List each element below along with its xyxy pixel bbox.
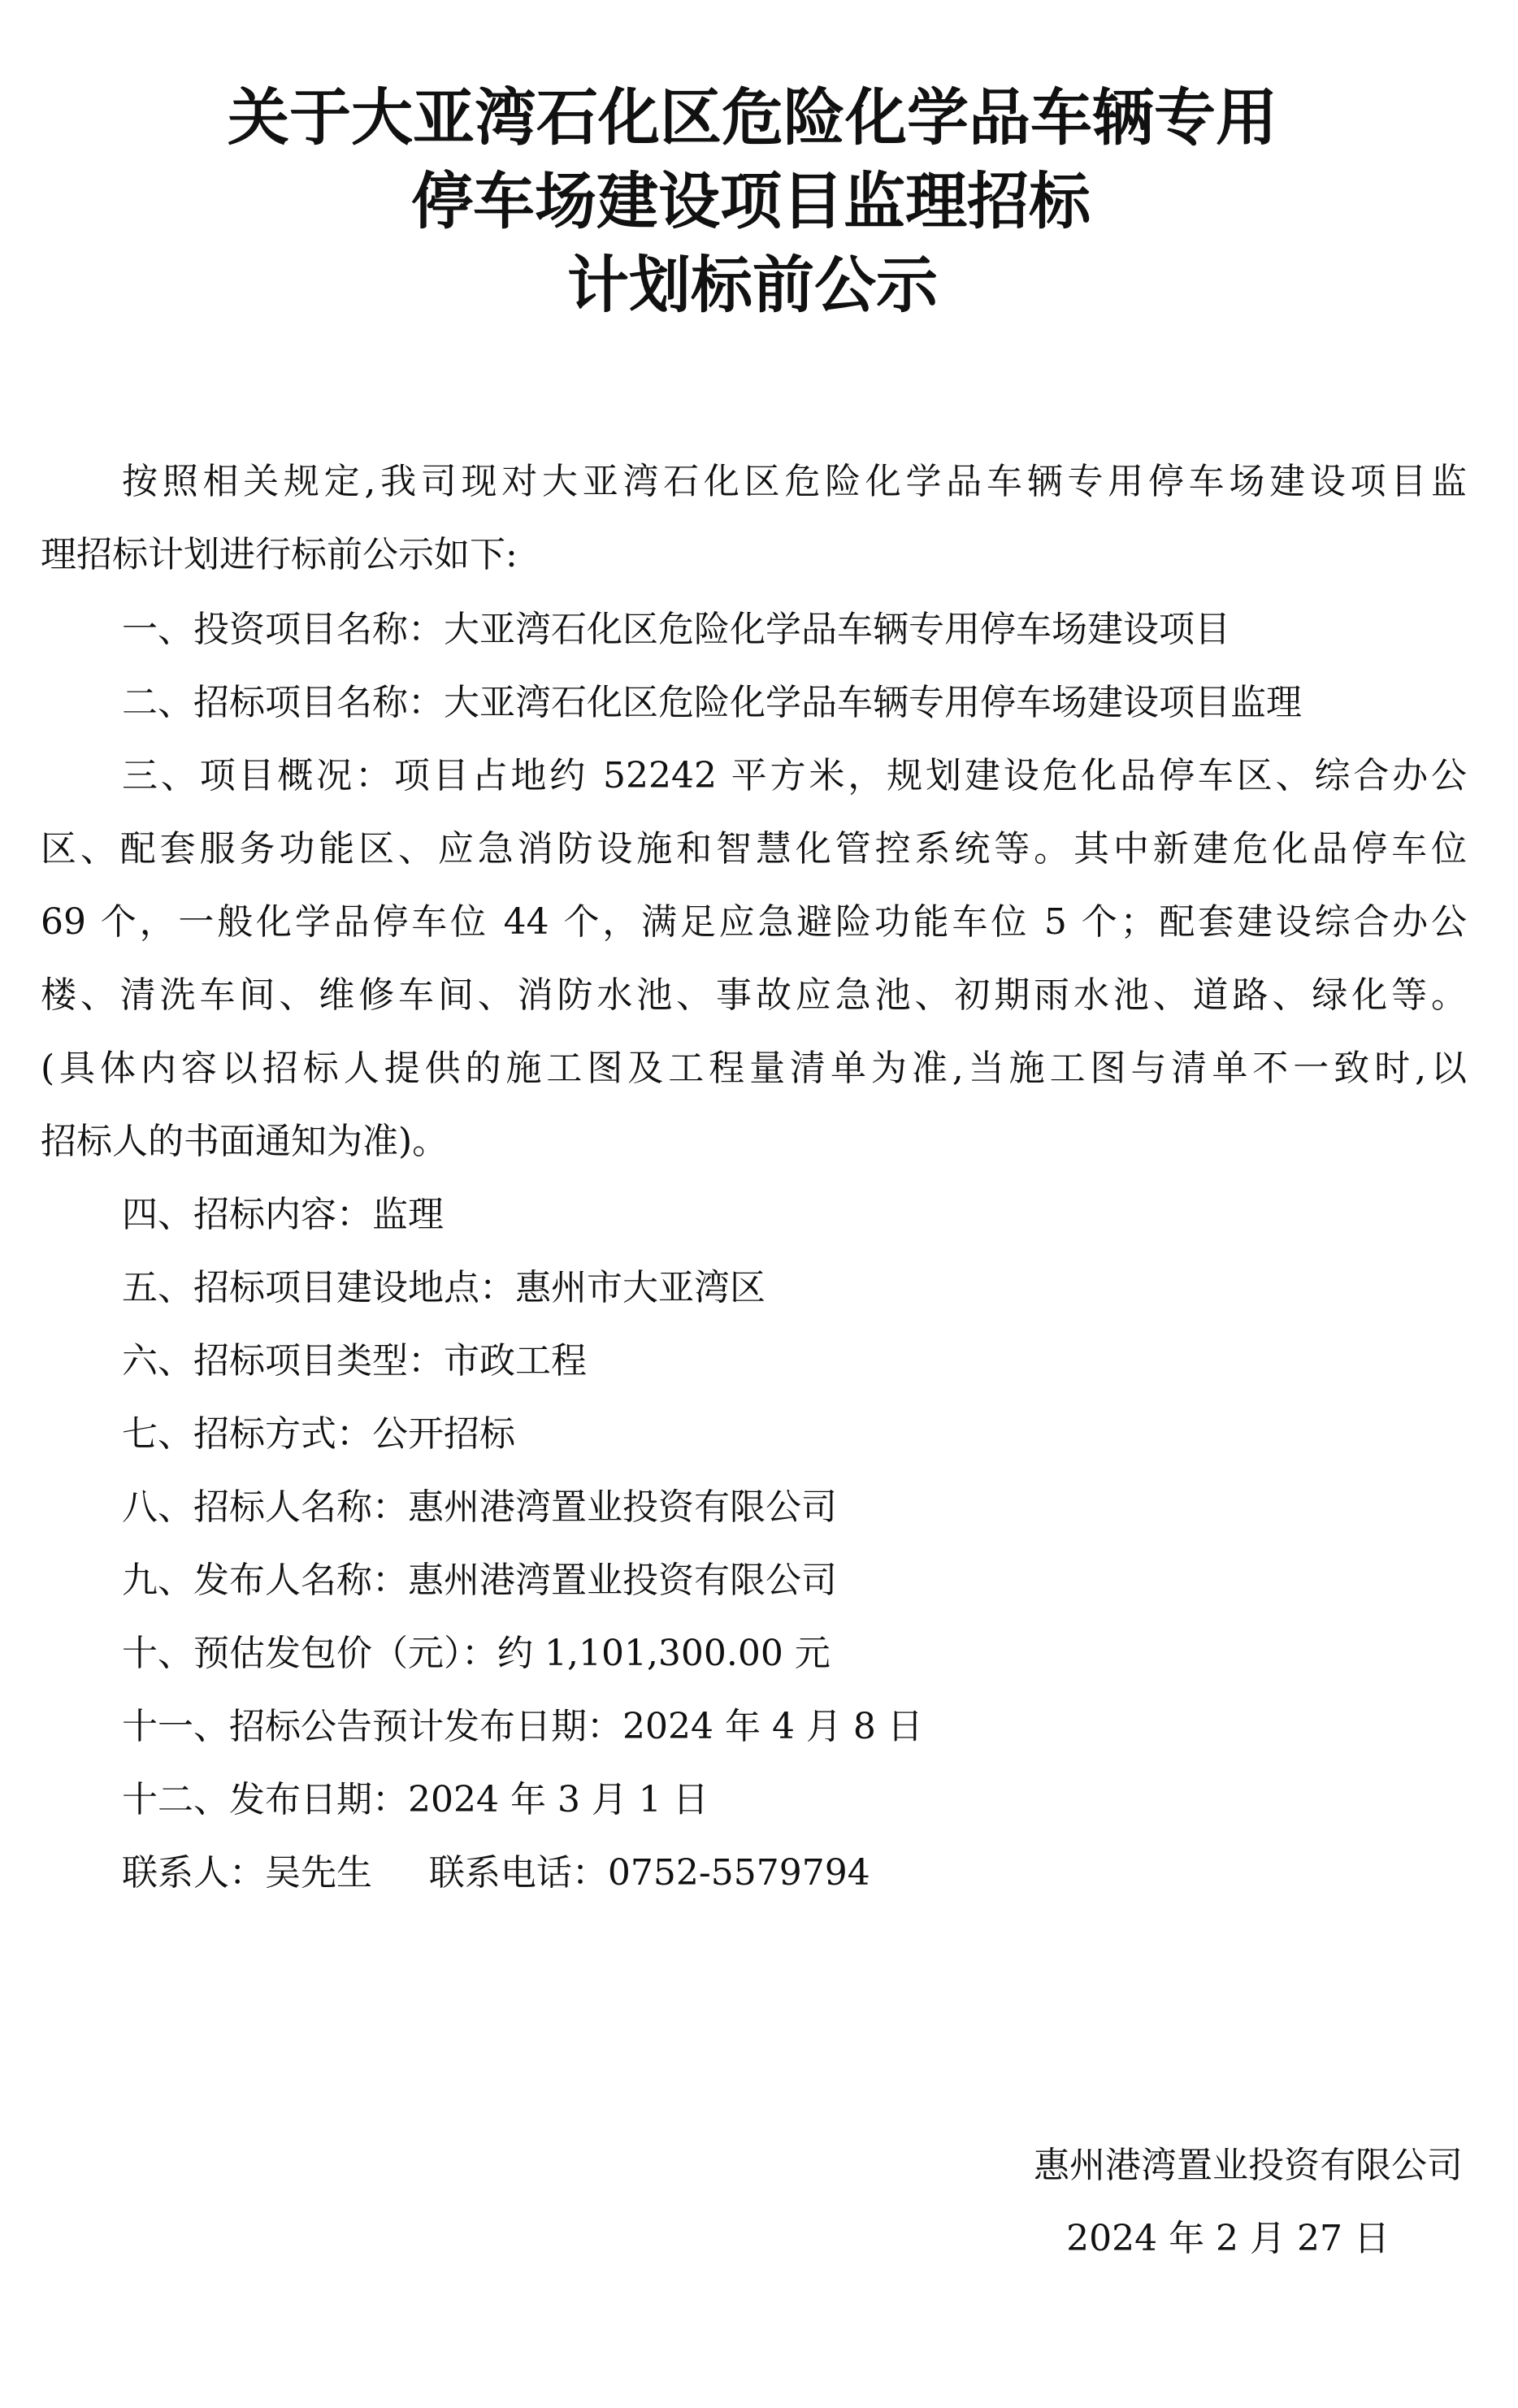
signature-date: 2024 年 2 月 27 日: [1066, 2218, 1390, 2259]
item-overview-line-3: 69 个，一般化学品停车位 44 个，满足应急避险功能车位 5 个；配套建设综合办公: [41, 901, 1467, 943]
item-publisher: 九、发布人名称：惠州港湾置业投资有限公司: [122, 1560, 837, 1601]
item-announcement-date: 十一、招标公告预计发布日期：2024 年 4 月 8 日: [122, 1706, 923, 1747]
item-tender-project: 二、招标项目名称：大亚湾石化区危险化学品车辆专用停车场建设项目监理: [122, 682, 1302, 723]
item-overview-line-4: 楼、清洗车间、维修车间、消防水池、事故应急池、初期雨水池、道路、绿化等。: [41, 974, 1467, 1016]
item-overview-line-1: 三、项目概况：项目占地约 52242 平方米，规划建设危化品停车区、综合办公: [122, 755, 1467, 796]
item-tenderer: 八、招标人名称：惠州港湾置业投资有限公司: [122, 1486, 837, 1528]
item-type: 六、招标项目类型：市政工程: [122, 1340, 587, 1382]
item-overview-line-6: 招标人的书面通知为准)。: [41, 1121, 449, 1162]
intro-line-2: 理招标计划进行标前公示如下:: [41, 534, 518, 575]
intro-line-1: 按照相关规定,我司现对大亚湾石化区危险化学品车辆专用停车场建设项目监: [122, 461, 1467, 502]
item-method: 七、招标方式：公开招标: [122, 1413, 515, 1455]
item-content: 四、招标内容：监理: [122, 1194, 444, 1235]
item-location: 五、招标项目建设地点：惠州市大亚湾区: [122, 1267, 766, 1308]
item-investment-project: 一、投资项目名称：大亚湾石化区危险化学品车辆专用停车场建设项目: [122, 609, 1230, 650]
item-overview-line-5: (具体内容以招标人提供的施工图及工程量清单为准,当施工图与清单不一致时,以: [41, 1048, 1467, 1089]
title-line-1: 关于大亚湾石化区危险化学品车辆专用: [228, 81, 1277, 154]
item-publish-date: 十二、发布日期：2024 年 3 月 1 日: [122, 1779, 709, 1820]
signature-company: 惠州港湾置业投资有限公司: [1034, 2145, 1463, 2186]
item-estimated-price: 十、预估发包价（元）：约 1,101,300.00 元: [122, 1633, 831, 1674]
item-contact: 联系人：吴先生 联系电话：0752-5579794: [122, 1852, 870, 1894]
item-overview-line-2: 区、配套服务功能区、应急消防设施和智慧化管控系统等。其中新建危化品停车位: [41, 828, 1467, 870]
title-line-2: 停车场建设项目监理招标: [411, 165, 1091, 237]
title-line-3: 计划标前公示: [567, 249, 938, 321]
